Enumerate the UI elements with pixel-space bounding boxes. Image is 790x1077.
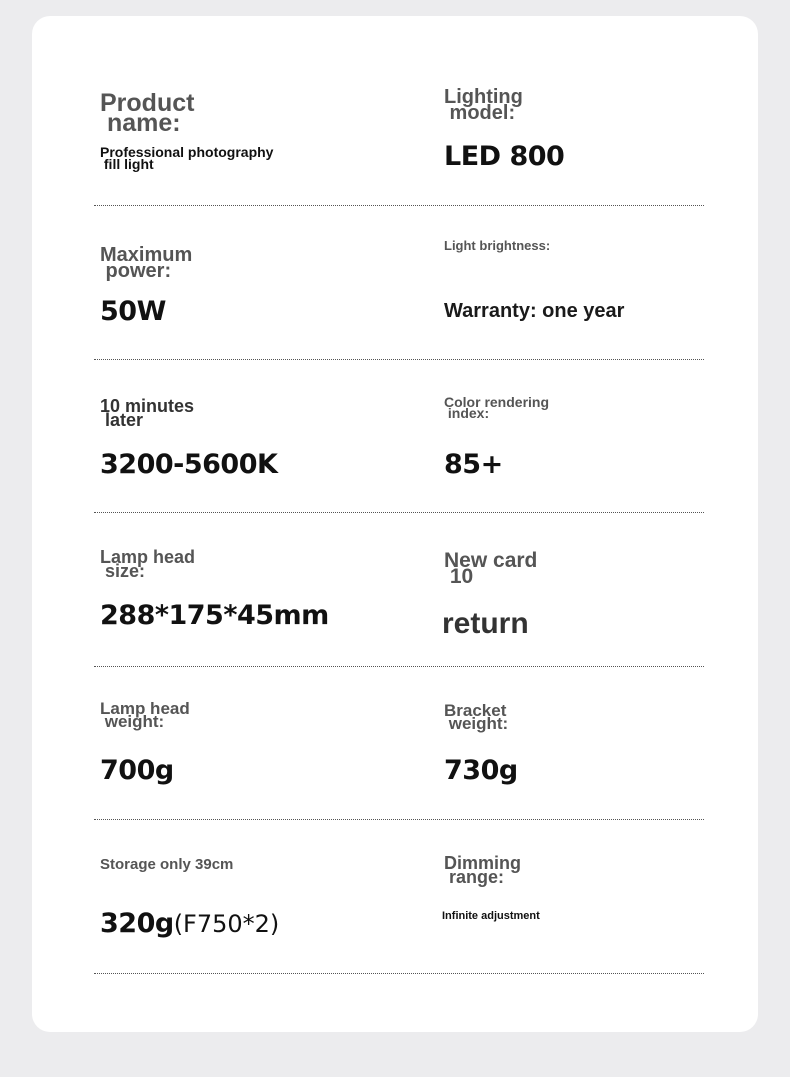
spec-label: Dimming range: (444, 853, 522, 888)
spec-row (94, 666, 704, 820)
spec-label: Lighting model: (444, 86, 523, 124)
spec-label: Maximum power: (100, 244, 193, 282)
spec-value-main: 320g (100, 908, 174, 939)
spec-label: Lamp head size: (100, 547, 196, 582)
spec-value: LED 800 (444, 141, 565, 172)
spec-cell-color-temperature (100, 359, 400, 512)
spec-value: Infinite adjustment (442, 910, 540, 922)
spec-value: 288*175*45mm (100, 600, 329, 631)
spec-cell-color-rendering (444, 359, 744, 512)
spec-row (94, 359, 704, 513)
spec-label: Product name: (100, 89, 195, 137)
spec-cell-lamp-head-size (100, 513, 400, 666)
spec-label: Storage only 39cm (100, 856, 234, 873)
spec-value: return (442, 607, 529, 640)
spec-cell-bracket-weight (444, 666, 744, 819)
spec-cell-light-brightness (444, 206, 744, 359)
spec-value: Warranty: one year (444, 300, 625, 322)
spec-label: Bracket weight: (444, 701, 509, 734)
spec-value: 730g (444, 755, 518, 786)
spec-cell-lamp-head-weight (100, 666, 400, 819)
spec-label: 10 minutes later (100, 396, 195, 431)
spec-cell-maximum-power (100, 206, 400, 359)
spec-value: 50W (100, 296, 166, 327)
spec-cell-lighting-model (444, 52, 744, 205)
spec-value-suffix: (F750*2) (173, 910, 280, 938)
spec-label: Lamp head weight: (100, 699, 190, 732)
spec-value: 700g (100, 755, 174, 786)
spec-value (100, 908, 279, 939)
spec-value: 85+ (444, 449, 503, 480)
spec-label: Light brightness: (444, 238, 551, 253)
spec-row (94, 820, 704, 974)
spec-cell-product-name (100, 52, 400, 205)
spec-cell-dimming-range (444, 820, 744, 973)
spec-row (94, 513, 704, 667)
spec-card (32, 16, 758, 1032)
spec-row (94, 206, 704, 360)
spec-value: Professional photography fill light (100, 144, 274, 172)
spec-cell-new-card (444, 513, 744, 666)
spec-row (94, 52, 704, 206)
spec-value: 3200-5600K (100, 449, 278, 480)
spec-label: New card 10 (444, 549, 538, 589)
spec-cell-storage (100, 820, 400, 973)
spec-label: Color rendering index: (444, 394, 550, 421)
